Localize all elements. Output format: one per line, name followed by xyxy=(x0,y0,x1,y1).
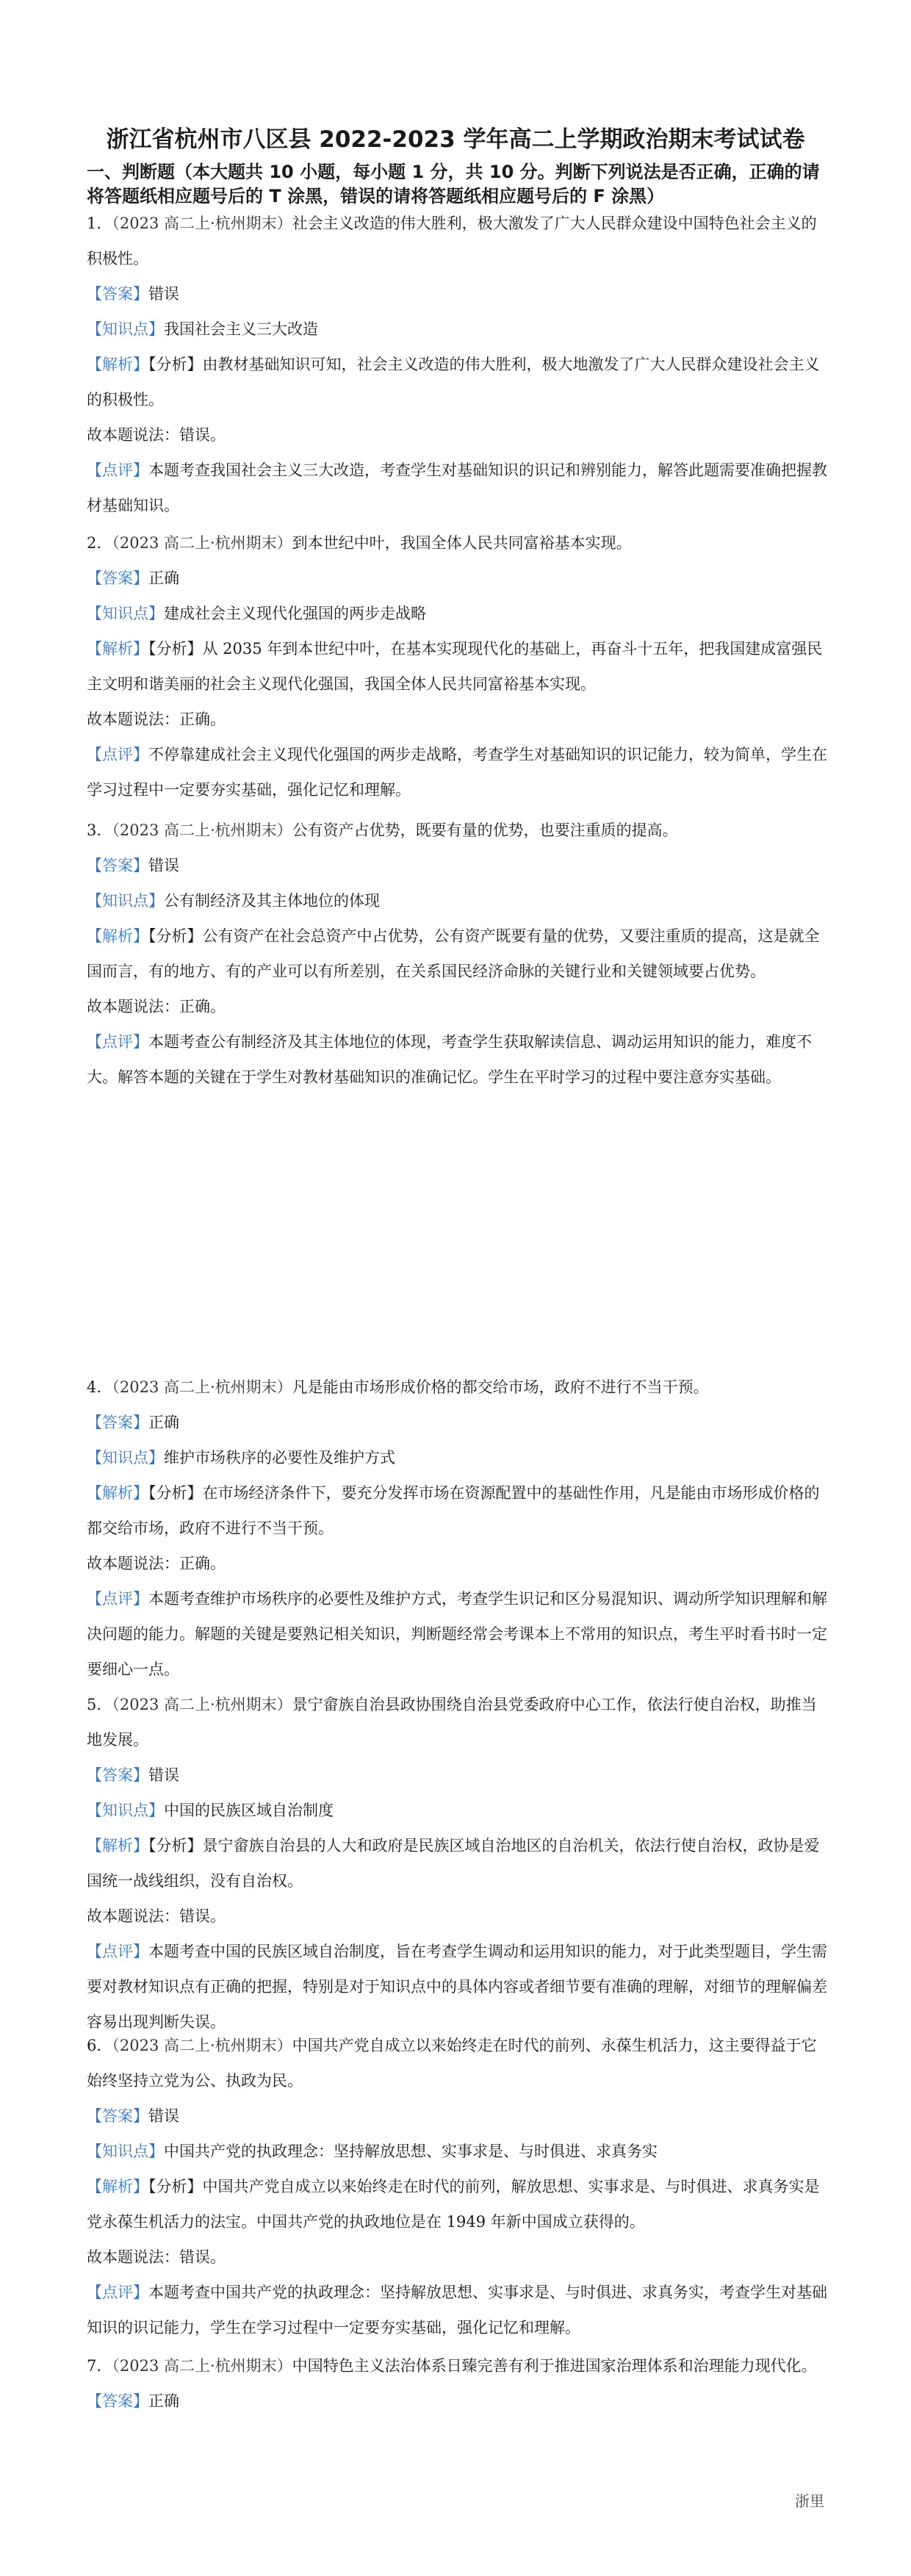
comment-label: 【点评】 xyxy=(87,1943,148,1960)
question-1 xyxy=(87,206,829,523)
answer-label: 【答案】 xyxy=(87,1414,148,1431)
knowledge-point-label: 【知识点】 xyxy=(87,1802,164,1819)
answer-value: 错误 xyxy=(148,285,179,303)
analysis-line xyxy=(87,347,829,417)
analysis-label: 【解析】 xyxy=(87,2178,148,2195)
question-source: （2023 高二上·杭州期末） xyxy=(112,1378,292,1396)
answer-value: 正确 xyxy=(148,569,179,587)
answer-line xyxy=(87,2098,829,2134)
question-number: 5． xyxy=(87,1696,112,1713)
answer-value: 正确 xyxy=(148,1414,179,1431)
answer-label: 【答案】 xyxy=(87,569,148,587)
fenxi-label: 【分析】 xyxy=(148,1837,203,1854)
comment-line xyxy=(87,1024,829,1095)
comment-label: 【点评】 xyxy=(87,746,148,763)
knowledge-point-value: 建成社会主义现代化强国的两步走战略 xyxy=(164,605,426,622)
question-5 xyxy=(87,1687,829,2040)
answer-line xyxy=(87,276,829,312)
comment-line xyxy=(87,1581,829,1687)
answer-value: 错误 xyxy=(148,2107,179,2125)
question-stem xyxy=(87,206,829,276)
comment-text: 本题考查中国的民族区域自治制度，旨在考查学生调动和运用知识的能力，对于此类型题目，学生需要对教材知识点有正确的把握，特别是对于知识点中的具体内容或者细节要有准确的理解，对细节的理解偏差容易出现判断失误。 xyxy=(87,1943,827,2031)
fenxi-label: 【分析】 xyxy=(148,640,203,658)
question-4 xyxy=(87,1370,829,1687)
knowledge-point-value: 中国共产党的执政理念：坚持解放思想、实事求是、与时俱进、求真务实 xyxy=(164,2143,658,2160)
answer-label: 【答案】 xyxy=(87,285,148,303)
question-number: 3． xyxy=(87,821,112,839)
section-heading: 一、判断题（本大题共 10 小题，每小题 1 分，共 10 分。判断下列说法是否正确，正确的请将答题纸相应题号后的 T 涂黑，错误的请将答题纸相应题号后的 F 涂黑） xyxy=(87,162,820,206)
knowledge-point-label: 【知识点】 xyxy=(87,605,164,622)
conclusion-line: 故本题说法：错误。 xyxy=(87,1907,226,1925)
question-3 xyxy=(87,813,829,1095)
knowledge-point-line xyxy=(87,596,829,631)
question-stem xyxy=(87,813,829,848)
answer-line xyxy=(87,2383,829,2419)
knowledge-point-line xyxy=(87,1793,829,1828)
conclusion-line: 故本题说法：正确。 xyxy=(87,998,226,1015)
knowledge-point-value: 我国社会主义三大改造 xyxy=(164,320,318,338)
question-stem xyxy=(87,525,829,561)
analysis-label: 【解析】 xyxy=(87,1837,148,1854)
analysis-text: 公有资产在社会总资产中占优势，公有资产既要有量的优势，又要注重质的提高，这是就全国而言，有的地方、有的产业可以有所差别，在关系国民经济命脉的关键行业和关键领域要占优势。 xyxy=(87,927,820,980)
question-source: （2023 高二上·杭州期末） xyxy=(112,2357,292,2375)
question-7 xyxy=(87,2348,829,2419)
knowledge-point-line xyxy=(87,883,829,918)
comment-label: 【点评】 xyxy=(87,1033,148,1051)
fenxi-label: 【分析】 xyxy=(148,2178,203,2195)
page-title: 浙江省杭州市八区县 2022-2023 学年高二上学期政治期末考试试卷 xyxy=(106,126,805,153)
comment-text: 本题考查公有制经济及其主体地位的体现，考查学生获取解读信息、调动运用知识的能力，难度不大。解答本题的关键在于学生对教材基础知识的准确记忆。学生在平时学习的过程中要注意夯实基础。 xyxy=(87,1033,812,1086)
analysis-line xyxy=(87,2169,829,2239)
analysis-label: 【解析】 xyxy=(87,1484,148,1502)
comment-label: 【点评】 xyxy=(87,461,148,479)
answer-value: 正确 xyxy=(148,2392,179,2410)
knowledge-point-value: 维护市场秩序的必要性及维护方式 xyxy=(164,1449,395,1467)
analysis-label: 【解析】 xyxy=(87,640,148,658)
question-stem xyxy=(87,2348,829,2383)
answer-label: 【答案】 xyxy=(87,857,148,874)
knowledge-point-label: 【知识点】 xyxy=(87,892,164,910)
question-number: 6． xyxy=(87,2037,112,2054)
question-6 xyxy=(87,2028,829,2345)
comment-label: 【点评】 xyxy=(87,1590,148,1608)
comment-text: 不停靠建成社会主义现代化强国的两步走战略，考查学生对基础知识的识记能力，较为简单，学生在学习过程中一定要夯实基础，强化记忆和理解。 xyxy=(87,746,827,799)
comment-text: 本题考查中国共产党的执政理念：坚持解放思想、实事求是、与时俱进、求真务实，考查学生对基础知识的识记能力，学生在学习过程中一定要夯实基础，强化记忆和理解。 xyxy=(87,2284,827,2336)
question-source: （2023 高二上·杭州期末） xyxy=(112,1696,292,1713)
question-text: 公有资产占优势，既要有量的优势，也要注重质的提高。 xyxy=(292,821,678,839)
analysis-text: 由教材基础知识可知，社会主义改造的伟大胜利，极大地激发了广大人民群众建设社会主义的积极性。 xyxy=(87,356,820,409)
comment-line xyxy=(87,737,829,807)
analysis-text: 中国共产党自成立以来始终走在时代的前列，解放思想、实事求是、与时俱进、求真务实是党永葆生机活力的法宝。中国共产党的执政地位是在 1949 年新中国成立获得的。 xyxy=(87,2178,820,2231)
answer-line xyxy=(87,561,829,596)
knowledge-point-line xyxy=(87,1440,829,1475)
comment-text: 本题考查我国社会主义三大改造，考查学生对基础知识的识记和辨别能力，解答此题需要准确把握教材基础知识。 xyxy=(87,461,827,514)
knowledge-point-line xyxy=(87,312,829,347)
comment-line xyxy=(87,2275,829,2345)
knowledge-point-value: 公有制经济及其主体地位的体现 xyxy=(164,892,380,910)
question-text: 凡是能由市场形成价格的都交给市场，政府不进行不当干预。 xyxy=(292,1378,709,1396)
answer-label: 【答案】 xyxy=(87,2107,148,2125)
fenxi-label: 【分析】 xyxy=(148,356,203,373)
knowledge-point-label: 【知识点】 xyxy=(87,1449,164,1467)
question-text: 中国共产党自成立以来始终走在时代的前列、永葆生机活力，这主要得益于它始终坚持立党为公、执政为民。 xyxy=(87,2037,817,2090)
question-stem xyxy=(87,1687,829,1757)
analysis-line xyxy=(87,1828,829,1899)
answer-line xyxy=(87,1405,829,1440)
comment-line xyxy=(87,1934,829,2040)
question-text: 中国特色主义法治体系日臻完善有利于推进国家治理体系和治理能力现代化。 xyxy=(292,2357,817,2375)
page-footer: 浙里 xyxy=(795,2492,824,2510)
question-number: 2． xyxy=(87,534,112,552)
conclusion-line: 故本题说法：错误。 xyxy=(87,2248,226,2266)
conclusion-line: 故本题说法：正确。 xyxy=(87,710,226,728)
conclusion-line: 故本题说法：错误。 xyxy=(87,426,226,444)
question-number: 7． xyxy=(87,2357,112,2375)
fenxi-label: 【分析】 xyxy=(148,927,203,945)
answer-line xyxy=(87,1757,829,1793)
analysis-line xyxy=(87,1475,829,1546)
question-number: 1． xyxy=(87,215,112,232)
question-source: （2023 高二上·杭州期末） xyxy=(112,2037,292,2054)
comment-text: 本题考查维护市场秩序的必要性及维护方式，考查学生识记和区分易混知识、调动所学知识理解和解决问题的能力。解题的关键是要熟记相关知识，判断题经常会考课本上不常用的知识点，考生平时看书时一定要细心一点。 xyxy=(87,1590,827,1678)
question-text: 景宁畲族自治县政协围绕自治县党委政府中心工作，依法行使自治权，助推当地发展。 xyxy=(87,1696,817,1749)
answer-line xyxy=(87,848,829,883)
knowledge-point-label: 【知识点】 xyxy=(87,2143,164,2160)
analysis-label: 【解析】 xyxy=(87,356,148,373)
knowledge-point-line xyxy=(87,2134,829,2169)
fenxi-label: 【分析】 xyxy=(148,1484,203,1502)
answer-value: 错误 xyxy=(148,1766,179,1784)
knowledge-point-label: 【知识点】 xyxy=(87,320,164,338)
analysis-label: 【解析】 xyxy=(87,927,148,945)
analysis-text: 从 2035 年到本世纪中叶，在基本实现现代化的基础上，再奋斗十五年，把我国建成富强民主文明和谐美丽的社会主义现代化强国，我国全体人民共同富裕基本实现。 xyxy=(87,640,823,693)
analysis-line xyxy=(87,918,829,989)
knowledge-point-value: 中国的民族区域自治制度 xyxy=(164,1802,334,1819)
analysis-text: 景宁畲族自治县的人大和政府是民族区域自治地区的自治机关，依法行使自治权，政协是爱国统一战线组织，没有自治权。 xyxy=(87,1837,820,1890)
analysis-line xyxy=(87,631,829,702)
question-2 xyxy=(87,525,829,807)
analysis-text: 在市场经济条件下，要充分发挥市场在资源配置中的基础性作用，凡是能由市场形成价格的都交给市场，政府不进行不当干预。 xyxy=(87,1484,820,1537)
question-stem xyxy=(87,1370,829,1405)
question-source: （2023 高二上·杭州期末） xyxy=(112,821,292,839)
conclusion-line: 故本题说法：正确。 xyxy=(87,1555,226,1572)
answer-label: 【答案】 xyxy=(87,1766,148,1784)
question-text: 到本世纪中叶，我国全体人民共同富裕基本实现。 xyxy=(292,534,632,552)
comment-line xyxy=(87,453,829,523)
question-source: （2023 高二上·杭州期末） xyxy=(112,215,292,232)
answer-label: 【答案】 xyxy=(87,2392,148,2410)
comment-label: 【点评】 xyxy=(87,2284,148,2301)
answer-value: 错误 xyxy=(148,857,179,874)
question-source: （2023 高二上·杭州期末） xyxy=(112,534,292,552)
question-stem xyxy=(87,2028,829,2098)
question-number: 4． xyxy=(87,1378,112,1396)
question-text: 社会主义改造的伟大胜利，极大激发了广大人民群众建设中国特色社会主义的积极性。 xyxy=(87,215,817,267)
